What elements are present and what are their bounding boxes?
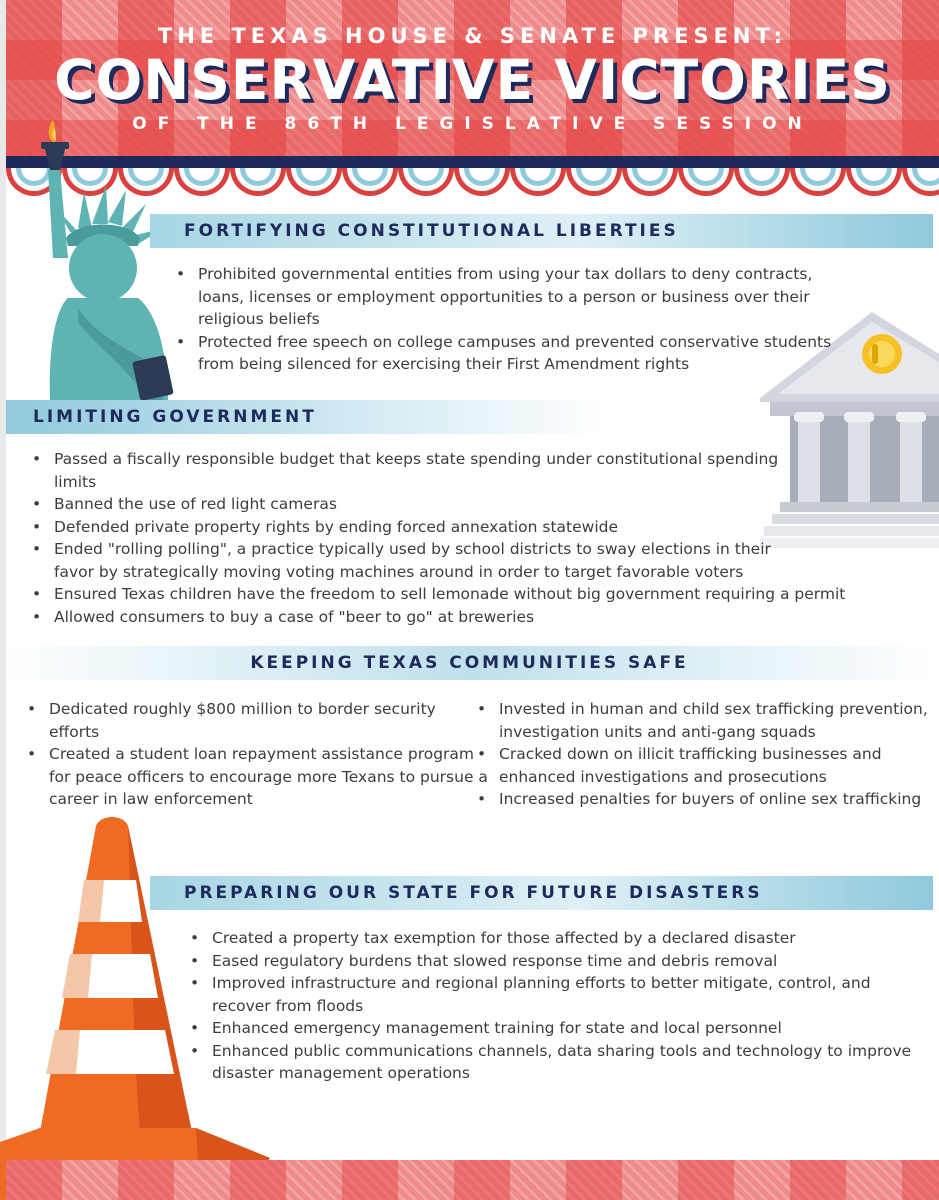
limiting-government-list (30, 448, 884, 628)
list-item: • Ended "rolling polling", a practice typically used by school districts to sway elections in their favor by strategically moving voting machines around in order to target favorable voters (54, 538, 774, 583)
list-item: • Cracked down on illicit trafficking businesses and enhanced investigations and prosecutions (499, 743, 939, 788)
future-disasters-list (188, 927, 912, 1085)
communities-safe-list-right (475, 698, 939, 811)
list-item: • Eased regulatory burdens that slowed response time and debris removal (212, 950, 912, 973)
section-header-liberties: FORTIFYING CONSTITUTIONAL LIBERTIES (150, 214, 933, 248)
section-header-limiting-government: LIMITING GOVERNMENT (6, 400, 606, 434)
list-item: • Prohibited governmental entities from using your tax dollars to deny contracts, loans, licenses or employment opportunities to a person or business over their religious beliefs (198, 263, 858, 331)
list-item: • Ensured Texas children have the freedom to sell lemonade without big government requiring a permit (54, 583, 884, 606)
list-item: • Dedicated roughly $800 million to border security efforts (49, 698, 489, 743)
list-item: • Enhanced public communications channels, data sharing tools and technology to improve disaster management operations (212, 1040, 912, 1085)
list-item: • Enhanced emergency management training for state and local personnel (212, 1017, 912, 1040)
page-title: CONSERVATIVE VICTORIES (54, 48, 891, 112)
footer-band (6, 1160, 939, 1200)
header-presenter: THE TEXAS HOUSE & SENATE PRESENT: (157, 24, 788, 48)
section-header-communities-safe: KEEPING TEXAS COMMUNITIES SAFE (6, 646, 933, 680)
list-item: • Invested in human and child sex trafficking prevention, investigation units and anti-gang squads (499, 698, 939, 743)
list-item: • Passed a fiscally responsible budget that keeps state spending under constitutional spending limits (54, 448, 799, 493)
statue-of-liberty-icon (8, 108, 178, 400)
list-item: • Allowed consumers to buy a case of "beer to go" at breweries (54, 606, 884, 629)
list-item: • Created a student loan repayment assistance program for peace officers to encourage more Texans to pursue a career in law enforcement (49, 743, 489, 811)
list-item: • Banned the use of red light cameras (54, 493, 884, 516)
list-item: • Increased penalties for buyers of online sex trafficking (499, 788, 939, 811)
communities-safe-list-left (25, 698, 489, 811)
list-item: • Defended private property rights by ending forced annexation statewide (54, 516, 884, 539)
list-item: • Protected free speech on college campuses and prevented conservative students from being silenced for exercising their First Amendment rights (198, 331, 858, 376)
page-subtitle: OF THE 86TH LEGISLATIVE SESSION (132, 114, 813, 134)
list-item: • Improved infrastructure and regional planning efforts to better mitigate, control, and recover from floods (212, 972, 912, 1017)
list-item: • Created a property tax exemption for those affected by a declared disaster (212, 927, 912, 950)
section-header-future-disasters: PREPARING OUR STATE FOR FUTURE DISASTERS (150, 876, 933, 910)
liberties-list (174, 263, 858, 376)
